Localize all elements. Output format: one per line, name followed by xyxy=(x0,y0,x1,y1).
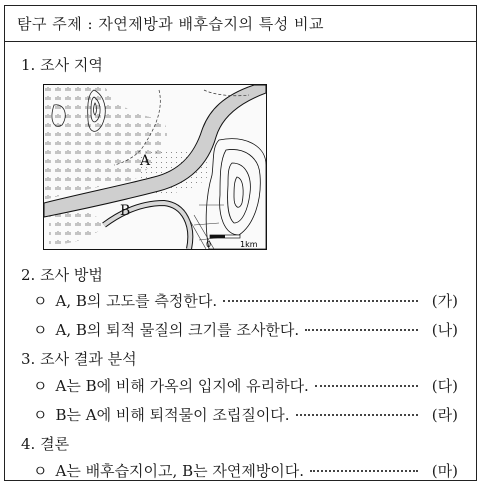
section-2-heading: 2. 조사 방법 xyxy=(21,266,103,284)
section-3-heading: 3. 조사 결과 분석 xyxy=(21,350,137,368)
bullet: ㅇ xyxy=(33,406,48,424)
conclusion-item-1 xyxy=(33,460,458,481)
leader-dots xyxy=(315,385,418,387)
result-item-2 xyxy=(33,404,458,425)
result-item-text: A는 B에 비해 가옥의 입지에 유리하다. xyxy=(55,377,309,395)
bullet: ㅇ xyxy=(33,321,48,339)
label-a: A xyxy=(140,153,151,169)
item-tag: (마) xyxy=(431,462,458,480)
result-item-text: B는 A에 비해 퇴적물이 조립질이다. xyxy=(55,406,290,424)
scale-zero: 0 xyxy=(206,240,212,249)
method-item-2 xyxy=(33,319,458,340)
item-tag: (가) xyxy=(431,292,458,310)
leader-dots xyxy=(310,470,418,472)
result-item-1 xyxy=(33,375,458,396)
method-item-text: A, B의 고도를 측정한다. xyxy=(55,292,218,310)
conclusion-item-text: A는 배후습지이고, B는 자연제방이다. xyxy=(55,462,305,480)
section-4-heading: 4. 결론 xyxy=(21,435,70,453)
section-1-heading: 1. 조사 지역 xyxy=(21,56,103,74)
bullet: ㅇ xyxy=(33,377,48,395)
map-drawing xyxy=(44,85,266,249)
item-tag: (라) xyxy=(431,406,458,424)
worksheet xyxy=(4,5,477,481)
bullet: ㅇ xyxy=(33,292,48,310)
item-tag: (나) xyxy=(431,321,458,339)
topographic-map xyxy=(43,84,267,250)
method-item-1 xyxy=(33,290,458,311)
leader-dots xyxy=(305,329,418,331)
bullet: ㅇ xyxy=(33,462,48,480)
topic-title-text: 탐구 주제 : 자연제방과 배후습지의 특성 비교 xyxy=(17,15,324,33)
leader-dots xyxy=(296,414,418,416)
leader-dots xyxy=(223,300,418,302)
item-tag: (다) xyxy=(431,377,458,395)
method-item-text: A, B의 퇴적 물질의 크기를 조사한다. xyxy=(55,321,300,339)
scale-label: 1km xyxy=(240,240,258,249)
topic-title xyxy=(5,6,476,42)
label-b: B xyxy=(120,203,131,219)
